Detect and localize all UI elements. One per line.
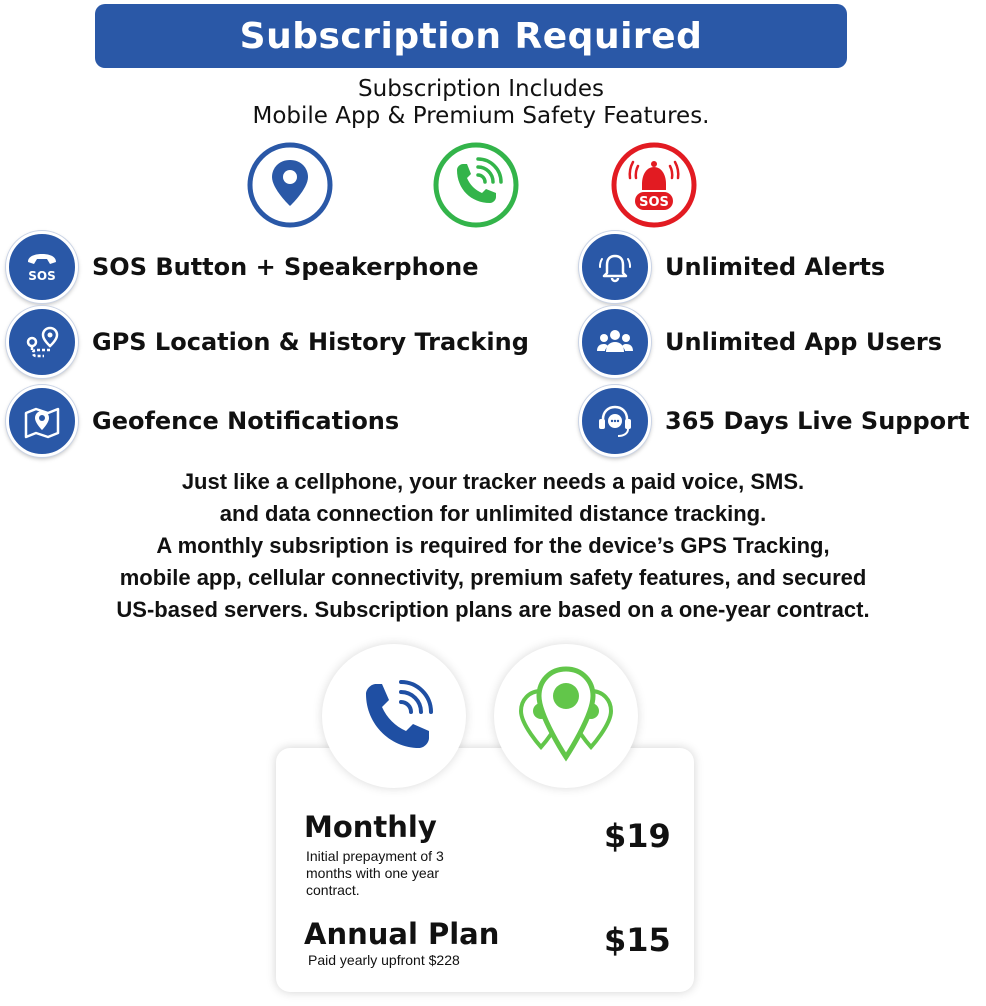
description-paragraph <box>0 466 986 626</box>
svg-text:SOS: SOS <box>28 269 56 283</box>
feature-label: Geofence Notifications <box>92 407 400 435</box>
annual-plan-name: Annual Plan <box>304 917 500 951</box>
description-line: US-based servers. Subscription plans are based on a one-year contract. <box>116 597 870 622</box>
feature-label: 365 Days Live Support <box>665 407 970 435</box>
feature-label: GPS Location & History Tracking <box>92 328 529 356</box>
plan-description-line: months with one year <box>306 865 440 881</box>
feature-sos-button <box>6 231 479 303</box>
users-icon <box>579 306 651 378</box>
monthly-plan-price: $19 <box>604 817 671 855</box>
svg-text:SOS: SOS <box>639 195 669 210</box>
feature-gps-tracking <box>6 306 529 378</box>
sos-phone-icon <box>6 231 78 303</box>
locations-bubble <box>494 644 638 788</box>
phone-call-icon <box>346 668 442 764</box>
phone-bubble <box>322 644 466 788</box>
feature-geofence <box>6 385 399 457</box>
feature-unlimited-users <box>579 306 942 378</box>
phone-call-icon <box>431 140 521 230</box>
description-line: A monthly subsription is required for the device’s GPS Tracking, <box>156 533 830 558</box>
annual-plan-description: Paid yearly upfront $228 <box>308 952 460 968</box>
subscription-banner <box>95 4 847 68</box>
headset-icon <box>579 385 651 457</box>
feature-label: Unlimited Alerts <box>665 253 886 281</box>
subtitle-line: Subscription Includes <box>358 76 604 102</box>
monthly-plan-description <box>306 848 444 899</box>
sos-alarm-icon <box>609 140 699 230</box>
description-line: mobile app, cellular connectivity, premium safety features, and secured <box>119 565 867 590</box>
plan-description-line: Initial prepayment of 3 <box>306 848 444 864</box>
monthly-plan-name: Monthly <box>304 810 437 844</box>
annual-plan-price: $15 <box>604 921 671 959</box>
map-pin-icon <box>6 385 78 457</box>
feature-unlimited-alerts <box>579 231 885 303</box>
subtitle-line: Mobile App & Premium Safety Features. <box>252 103 710 129</box>
route-icon <box>6 306 78 378</box>
plan-description-line: contract. <box>306 882 360 898</box>
multi-location-icon <box>501 661 631 771</box>
banner-title: Subscription Required <box>239 15 703 57</box>
feature-label: SOS Button + Speakerphone <box>92 253 479 281</box>
bell-icon <box>579 231 651 303</box>
feature-label: Unlimited App Users <box>665 328 943 356</box>
feature-live-support <box>579 385 969 457</box>
location-pin-icon <box>245 140 335 230</box>
description-line: Just like a cellphone, your tracker needs a paid voice, SMS. <box>181 469 805 494</box>
description-line: and data connection for unlimited distance tracking. <box>219 501 767 526</box>
subtitle <box>0 76 962 130</box>
